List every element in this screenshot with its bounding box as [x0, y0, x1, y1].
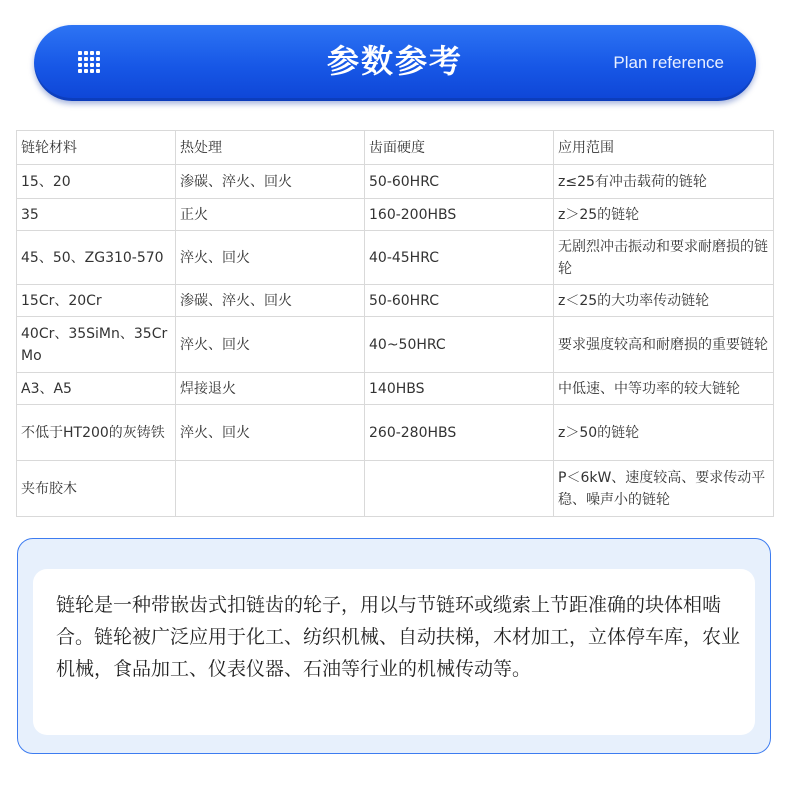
table-cell: 淬火、回火: [176, 405, 365, 461]
table-cell: 无剧烈冲击振动和要求耐磨损的链轮: [554, 231, 774, 285]
table-header-row: [17, 131, 774, 165]
header-hardness: 齿面硬度: [365, 131, 554, 165]
table-row: [17, 199, 774, 231]
table-cell: 焊接退火: [176, 373, 365, 405]
header-application: 应用范围: [554, 131, 774, 165]
table-cell: [176, 461, 365, 517]
table-row: [17, 405, 774, 461]
page-title: 参数参考: [326, 42, 463, 80]
table-cell: 夹布胶木: [17, 461, 176, 517]
table-cell: [365, 461, 554, 517]
table-row: [17, 231, 774, 285]
table-cell: 15、20: [17, 165, 176, 199]
table-cell: 要求强度较高和耐磨损的重要链轮: [554, 317, 774, 373]
table-cell: 15Cr、20Cr: [17, 285, 176, 317]
table-cell: 140HBS: [365, 373, 554, 405]
parameter-table: [16, 130, 774, 517]
table-cell: 40Cr、35SiMn、35CrMo: [17, 317, 176, 373]
table-cell: 40~50HRC: [365, 317, 554, 373]
description-text: 链轮是一种带嵌齿式扣链齿的轮子，用以与节链环或缆索上节距准确的块体相啮合。链轮被广泛应用于化工、纺织机械、自动扶梯，木材加工，立体停车库，农业机械，食品加工、仪表仪器、石油等行业的机械传动等。: [56, 594, 741, 680]
table-cell: 35: [17, 199, 176, 231]
table-cell: z≤25有冲击载荷的链轮: [554, 165, 774, 199]
table-row: [17, 165, 774, 199]
table-cell: z＞25的链轮: [554, 199, 774, 231]
table-cell: A3、A5: [17, 373, 176, 405]
description-card: [17, 538, 771, 754]
table-cell: 淬火、回火: [176, 317, 365, 373]
table-cell: 正火: [176, 199, 365, 231]
header-heat-treatment: 热处理: [176, 131, 365, 165]
table-cell: 260-280HBS: [365, 405, 554, 461]
table-cell: 40-45HRC: [365, 231, 554, 285]
table-row: [17, 317, 774, 373]
description-panel: [33, 569, 755, 735]
table-cell: 中低速、中等功率的较大链轮: [554, 373, 774, 405]
header-material: 链轮材料: [17, 131, 176, 165]
table-cell: 淬火、回火: [176, 231, 365, 285]
table-cell: z＞50的链轮: [554, 405, 774, 461]
table-cell: 50-60HRC: [365, 165, 554, 199]
table-row: [17, 285, 774, 317]
table-cell: 50-60HRC: [365, 285, 554, 317]
table-cell: 45、50、ZG310-570: [17, 231, 176, 285]
table-cell: z＜25的大功率传动链轮: [554, 285, 774, 317]
table-cell: 160-200HBS: [365, 199, 554, 231]
table-row: [17, 461, 774, 517]
table-cell: 不低于HT200的灰铸铁: [17, 405, 176, 461]
table-cell: P＜6kW、速度较高、要求传动平稳、噪声小的链轮: [554, 461, 774, 517]
page-subtitle: Plan reference: [613, 53, 724, 72]
table-cell: 渗碳、淬火、回火: [176, 285, 365, 317]
table-row: [17, 373, 774, 405]
table-cell: 渗碳、淬火、回火: [176, 165, 365, 199]
header-banner: [34, 25, 756, 101]
